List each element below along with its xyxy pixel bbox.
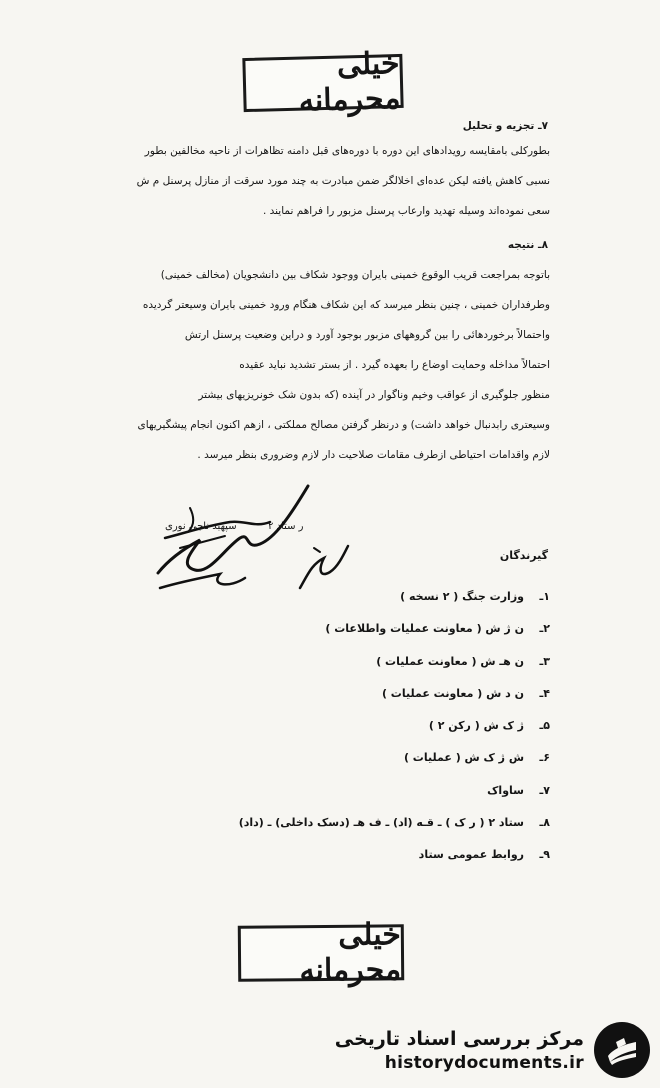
- section-8-line: منظور جلوگیری از عواقب وخیم وناگوار در آینده (که بدون شک خونریزیهای بیشتر: [198, 389, 550, 401]
- recipient-text: روابط عمومی ستاد: [418, 848, 524, 862]
- recipient-item: [130, 751, 550, 783]
- recipient-text: ستاد ۲ ( ر ک ) ـ قـه (اد) ـ ف هـ (دسک داخلی) ـ (داد): [238, 816, 524, 830]
- recipient-number: ۲ـ: [539, 622, 550, 636]
- recipient-number: ۵ـ: [539, 719, 550, 733]
- archive-watermark: [335, 1022, 650, 1078]
- recipient-text: ن هـ ش ( معاونت عملیات ): [376, 654, 524, 668]
- section-8-line: باتوجه بمراجعت قریب الوقوع خمینی بایران ووجود شکاف بین دانشجویان (مخالف خمینی): [160, 269, 550, 281]
- recipients-title: گیرندگان: [499, 549, 548, 562]
- section-8-line: وطرفداران خمینی ، چنین بنظر میرسد که این شکاف هنگام ورود خمینی بایران وسیعتر گردیده: [142, 299, 550, 311]
- section-7-line: سعی نموده‌اند وسیله تهدید وارعاب پرسنل مزبور را فراهم نمایند .: [262, 205, 550, 217]
- recipient-text: وزارت جنگ ( ۲ نسخه ): [400, 590, 524, 603]
- archive-url: historydocuments.ir: [384, 1052, 584, 1073]
- section-7-line: نسبی کاهش یافته لیکن عده‌ای اخلالگر ضمن مبادرت به چند مورد سرقت از منازل پرسنل م ش: [136, 175, 550, 187]
- classification-stamp-bottom: [238, 917, 404, 989]
- recipient-item: [130, 784, 550, 816]
- classification-stamp-bottom-text: خیلی محرمانه: [299, 917, 402, 989]
- recipient-number: ۸ـ: [539, 816, 550, 830]
- recipient-number: ۴ـ: [539, 686, 550, 700]
- recipient-item: [130, 590, 550, 622]
- archive-book-logo-icon: [594, 1022, 650, 1078]
- classification-stamp-top: [242, 45, 403, 119]
- recipient-item: [130, 719, 550, 751]
- handwritten-initial: [294, 540, 354, 595]
- recipient-item: [130, 622, 550, 654]
- section-8-line: لازم واقدامات احتیاطی ازطرف مقامات صلاحیت دار لازم وضروری بنظر میرسد .: [197, 449, 550, 461]
- recipient-text: ش ژ ک ش ( عملیات ): [403, 751, 524, 765]
- section-7-line: بطورکلی بامقایسه رویدادهای این دوره با دوره‌های قبل دامنه تظاهرات از ناحیه مخالفین بطور: [144, 145, 550, 157]
- section-8-line: احتمالاً مداخله وحمایت اوضاع را بعهده گیرد . از بستر تشدید نباید عقیده: [239, 359, 550, 371]
- recipient-text: ن د ش ( معاونت عملیات ): [381, 686, 524, 700]
- classification-stamp-top-text: خیلی محرمانه: [298, 45, 401, 119]
- section-8-title: ۸ـ نتیجه: [507, 239, 548, 251]
- recipient-item: [130, 816, 550, 848]
- recipient-item: [130, 687, 550, 719]
- section-8-line: وسیعتری رابدنبال خواهد داشت) و درنظر گرفتن مصالح مملکتی ، ازهم اکنون انجام پیشگیریهای: [137, 419, 550, 431]
- section-8-line: واحتمالاً برخوردهائی را بین گروههای مزبور بوجود آورد و دراین وضعیت پرسنل ارتش: [184, 329, 550, 341]
- recipient-number: ۱ـ: [539, 590, 550, 603]
- recipient-text: ژ ک ش ( رکن ۲ ): [428, 719, 524, 733]
- recipient-item: [130, 655, 550, 687]
- recipient-text: ن ژ ش ( معاونت عملیات واطلاعات ): [325, 622, 524, 636]
- recipient-item: [130, 848, 550, 880]
- signature-rank: ر ستاد ۲: [268, 521, 304, 532]
- recipient-number: ۶ـ: [539, 751, 550, 765]
- recipient-number: ۳ـ: [539, 654, 550, 668]
- archive-watermark-text: [335, 1028, 584, 1073]
- recipient-text: ساواک: [487, 783, 524, 797]
- signature-name: سپهبد ناجی نوری: [165, 521, 237, 532]
- section-7-body: [100, 146, 550, 236]
- section-7-title: ۷ـ تجزیه و تحلیل: [462, 120, 548, 132]
- archive-name: مرکز بررسی اسناد تاریخی: [334, 1027, 584, 1050]
- recipient-number: ۹ـ: [539, 848, 550, 862]
- recipients-list: [130, 590, 550, 881]
- recipient-number: ۷ـ: [539, 783, 550, 797]
- section-8-body: [100, 270, 550, 480]
